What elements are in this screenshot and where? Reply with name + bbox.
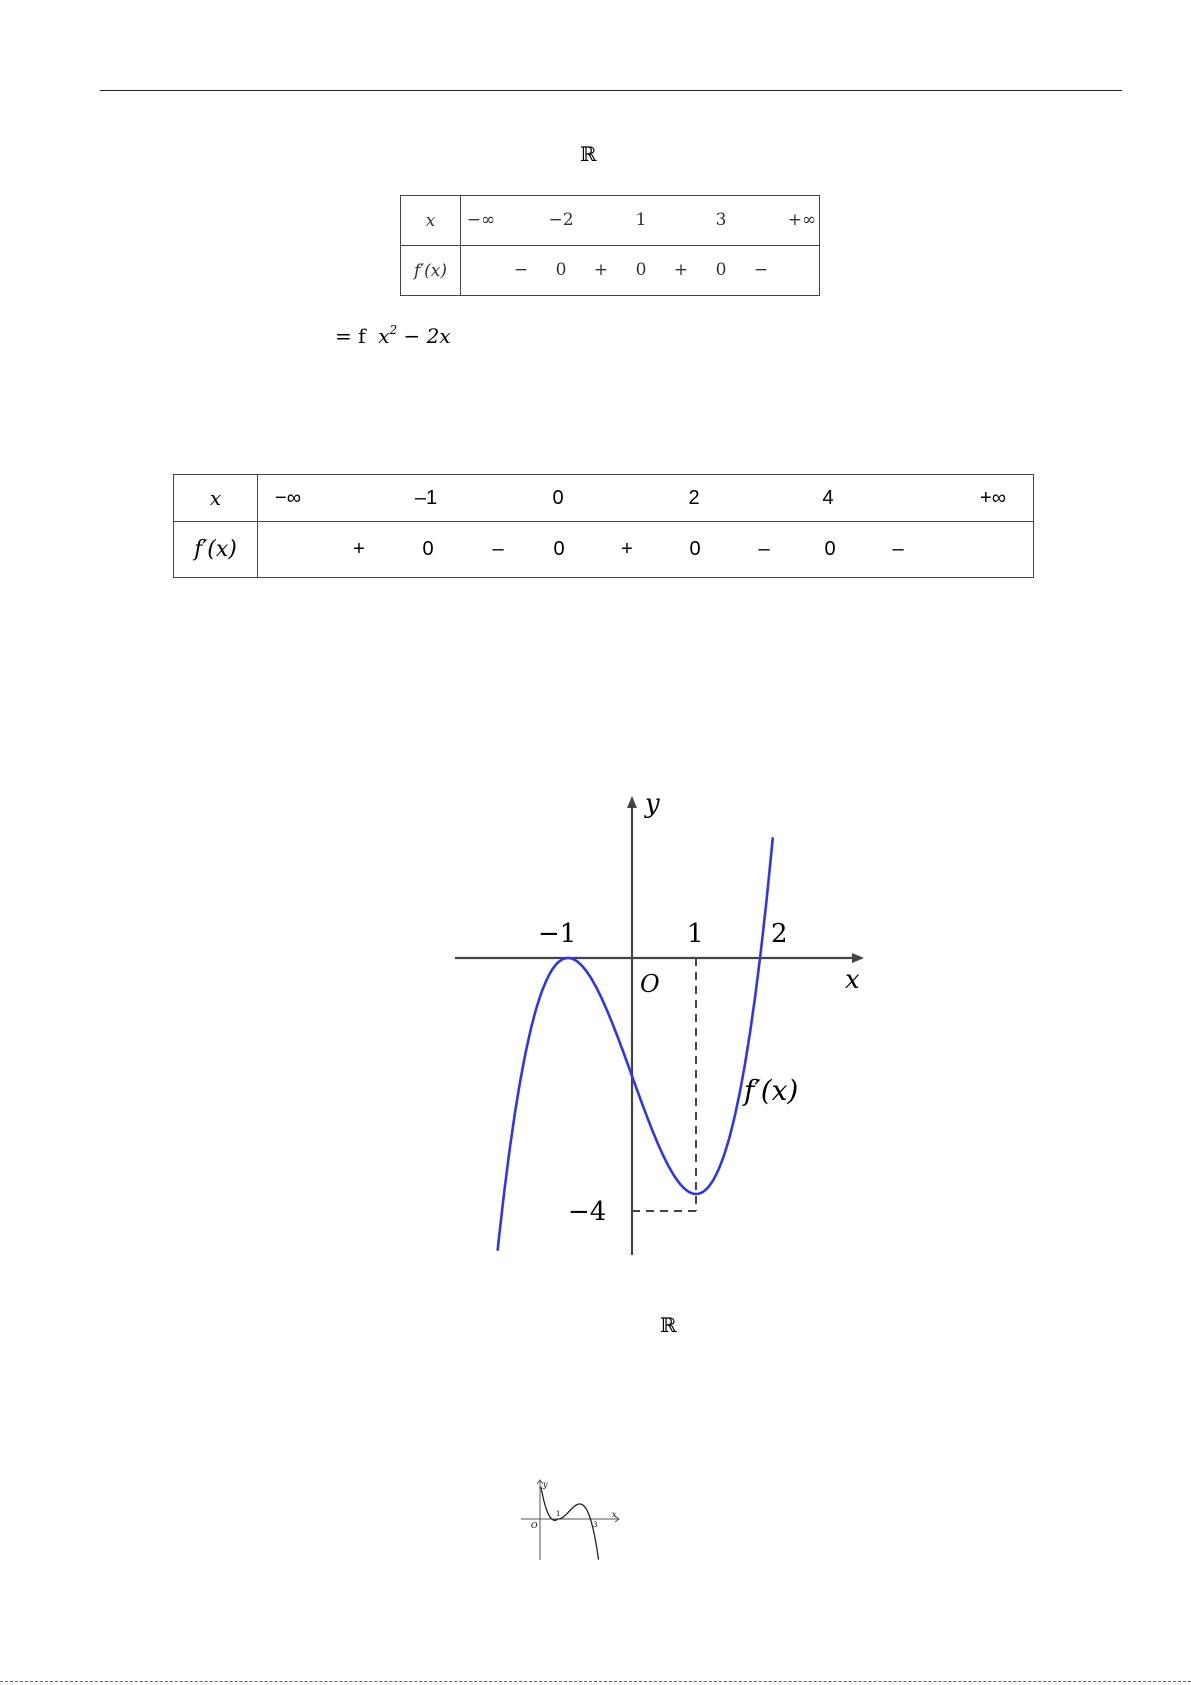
table1-x-value: −∞ [466, 210, 496, 230]
table1-x-value: 3 [715, 210, 727, 230]
table1-x-value: 1 [635, 210, 647, 230]
footer-rule [0, 1681, 1191, 1682]
table2-x-value: 4 [822, 487, 834, 509]
table2-sign: 0 [553, 538, 565, 560]
table2-x-value: 2 [688, 487, 700, 509]
small-derivative-graph [515, 1475, 625, 1565]
table2-x-header: x [174, 475, 258, 522]
table2-sign: 0 [824, 538, 836, 560]
x-axis-label: x [845, 965, 860, 995]
real-numbers-symbol: ℝ [580, 142, 597, 166]
table1-fx-header: f′(x) [401, 246, 461, 296]
table2-sign: + [353, 538, 365, 560]
table1-sign: 0 [635, 260, 647, 280]
derivative-graph [440, 780, 900, 1260]
table1-sign-row [461, 246, 820, 296]
table1-sign: − [513, 260, 529, 280]
table2-x-row [258, 475, 1034, 522]
table1-x-row [461, 196, 820, 246]
tick-label-2: 2 [771, 919, 788, 949]
table2-sign: + [621, 538, 633, 560]
table1-sign: 0 [555, 260, 567, 280]
curve-label: f′(x) [744, 1074, 799, 1107]
tick-label-minus-1: −1 [538, 919, 577, 949]
tick-label-minus-4: −4 [568, 1197, 607, 1227]
table1-sign: 0 [715, 260, 727, 280]
origin-label: O [640, 970, 660, 998]
table2-x-value: –1 [414, 487, 438, 509]
table1-x-header: x [401, 196, 461, 246]
sign-table-2 [173, 474, 1034, 578]
header-rule [100, 90, 1122, 91]
small-x-label: x [612, 1510, 617, 1519]
table2-x-value: −∞ [275, 487, 301, 509]
table2-x-value: +∞ [980, 487, 1006, 509]
table1-x-value: +∞ [787, 210, 817, 230]
table1-sign: − [753, 260, 769, 280]
small-origin-label: O [531, 1521, 538, 1530]
small-curve [541, 1487, 599, 1560]
y-axis-label: y [645, 789, 660, 819]
tick-label-1: 1 [687, 919, 704, 949]
small-tick-1: 1 [556, 1510, 561, 1518]
derivative-curve [498, 837, 773, 1250]
table2-fx-header: f′(x) [174, 522, 258, 578]
table1-sign: + [593, 260, 609, 280]
table2-sign-row [258, 522, 1034, 578]
table2-sign: 0 [422, 538, 434, 560]
table2-sign: 0 [689, 538, 701, 560]
table2-x-value: 0 [552, 487, 564, 509]
table2-sign: – [892, 538, 904, 560]
small-y-label: y [543, 1480, 548, 1489]
table2-sign: – [492, 538, 504, 560]
table1-sign: + [673, 260, 689, 280]
real-numbers-symbol: ℝ [660, 1313, 677, 1337]
table1-x-value: −2 [548, 210, 574, 230]
small-tick-3: 3 [593, 1521, 598, 1529]
sign-table-1 [400, 195, 820, 296]
composite-function-formula: = f $x^2 - 2x$ [335, 323, 451, 348]
table2-sign: – [758, 538, 770, 560]
